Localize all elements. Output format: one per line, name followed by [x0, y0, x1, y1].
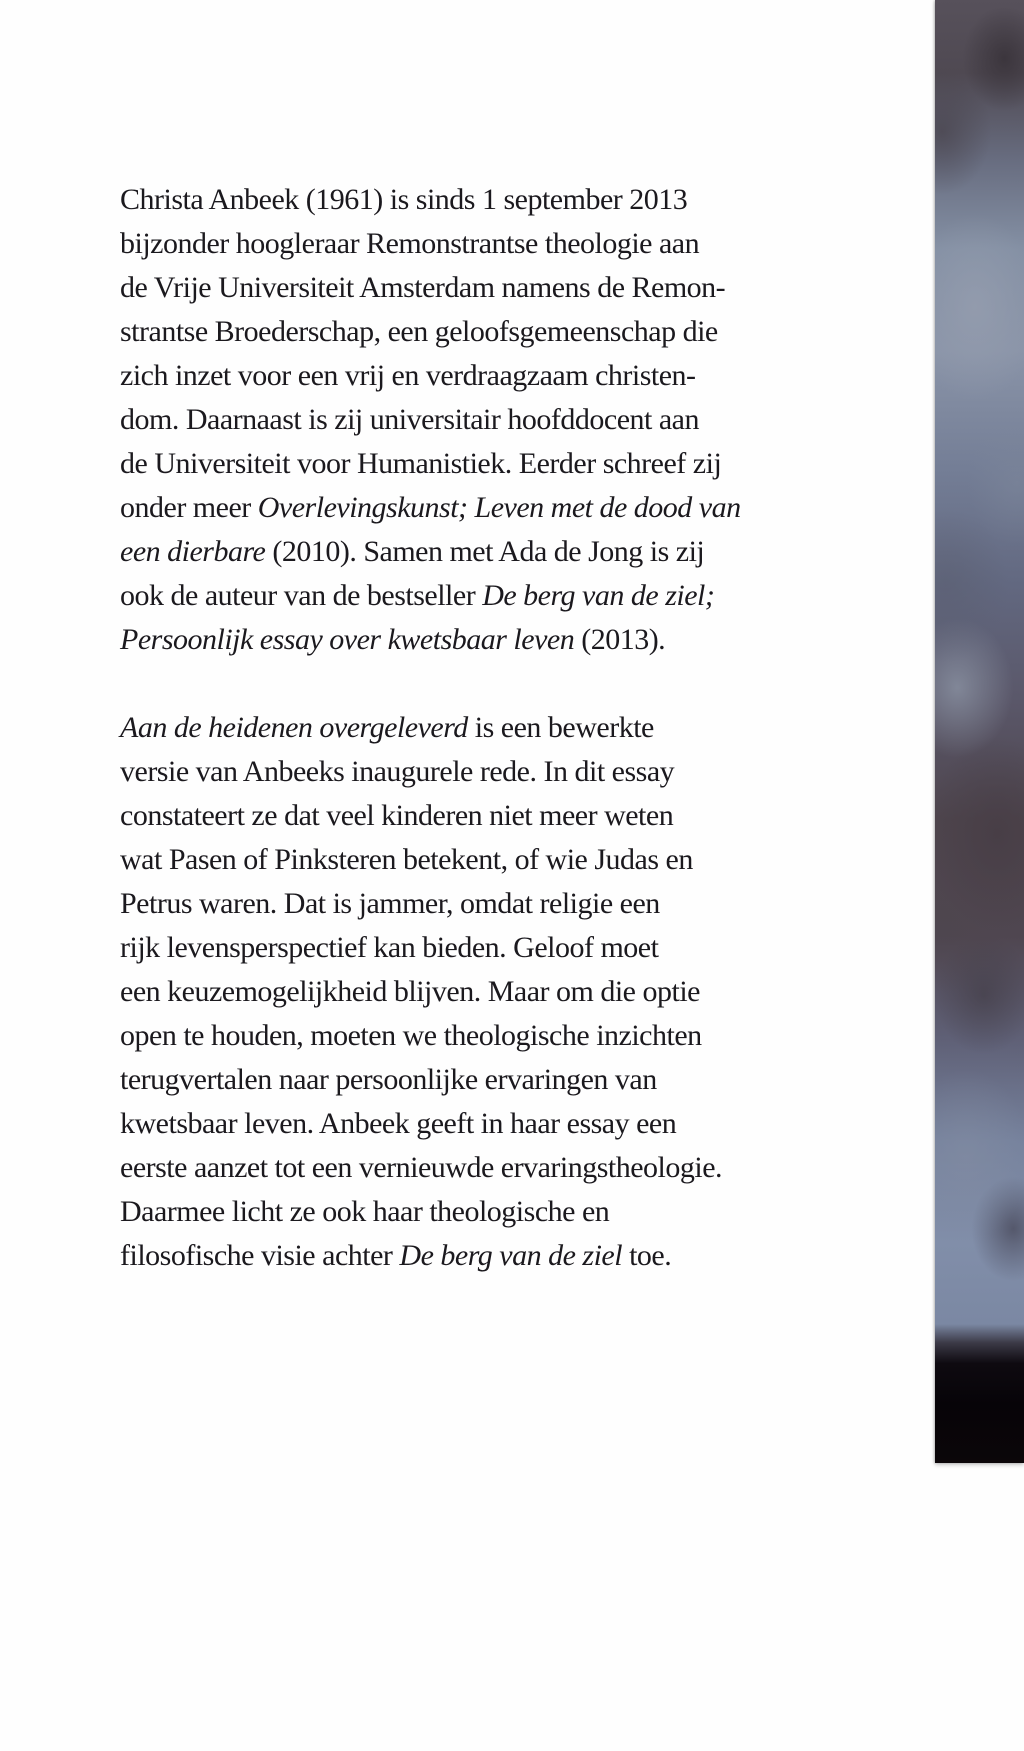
essay-description-paragraph: [120, 706, 840, 1278]
text-line: [120, 618, 840, 662]
text-line: [120, 442, 840, 486]
text-line: [120, 486, 840, 530]
text-line: [120, 1014, 840, 1058]
text-line: [120, 838, 840, 882]
text-segment: onder meer: [120, 491, 258, 524]
text-segment: de Universiteit voor Humanistiek. Eerder schreef zij: [120, 447, 722, 480]
text-segment: constateert ze dat veel kinderen niet meer weten: [120, 799, 674, 832]
text-line: [120, 310, 840, 354]
text-segment: dom. Daarnaast is zij universitair hoofddocent aan: [120, 403, 699, 436]
text-line: [120, 398, 840, 442]
text-segment: Daarmee licht ze ook haar theologische en: [120, 1195, 610, 1228]
text-segment: Christa Anbeek (1961) is sinds 1 september 2013: [120, 183, 688, 216]
text-line: [120, 750, 840, 794]
text-segment: toe.: [622, 1239, 672, 1272]
book-title-italic: Aan de heidenen overgeleverd: [120, 711, 468, 744]
text-segment: strantse Broederschap, een geloofsgemeenschap die: [120, 315, 718, 348]
text-segment: versie van Anbeeks inaugurele rede. In dit essay: [120, 755, 675, 788]
text-line: [120, 1102, 840, 1146]
text-segment: zich inzet voor een vrij en verdraagzaam christen-: [120, 359, 696, 392]
text-line: [120, 926, 840, 970]
text-segment: een keuzemogelijkheid blijven. Maar om die optie: [120, 975, 700, 1008]
text-line: [120, 882, 840, 926]
text-segment: de Vrije Universiteit Amsterdam namens de Remon-: [120, 271, 726, 304]
text-line: [120, 706, 840, 750]
book-title-italic: Overlevingskunst; Leven met de dood van: [257, 491, 741, 524]
text-line: [120, 222, 840, 266]
text-segment: ook de auteur van de bestseller: [120, 579, 483, 612]
text-line: [120, 970, 840, 1014]
book-title-italic: een dierbare: [120, 535, 266, 568]
text-segment: rijk levensperspectief kan bieden. Geloof moet: [120, 931, 659, 964]
book-title-italic: Persoonlijk essay over kwetsbaar leven: [120, 623, 575, 656]
text-line: [120, 178, 840, 222]
text-segment: Petrus waren. Dat is jammer, omdat religie een: [120, 887, 660, 920]
text-line: [120, 1146, 840, 1190]
text-line: [120, 530, 840, 574]
text-line: [120, 1190, 840, 1234]
text-segment: (2013).: [574, 623, 666, 656]
blurb-text-block: [120, 178, 840, 1278]
book-title-italic: De berg van de ziel: [399, 1239, 623, 1272]
text-line: [120, 1058, 840, 1102]
text-segment: is een bewerkte: [467, 711, 654, 744]
text-line: [120, 1234, 840, 1278]
text-line: [120, 354, 840, 398]
text-segment: terugvertalen naar persoonlijke ervaringen van: [120, 1063, 657, 1096]
book-title-italic: De berg van de ziel;: [482, 579, 715, 612]
text-segment: wat Pasen of Pinksteren betekent, of wie Judas en: [120, 843, 693, 876]
text-segment: eerste aanzet tot een vernieuwde ervaringstheologie.: [120, 1151, 723, 1184]
text-line: [120, 574, 840, 618]
text-segment: (2010). Samen met Ada de Jong is zij: [265, 535, 705, 568]
cover-photo-strip: [935, 0, 1024, 1463]
author-bio-paragraph: [120, 178, 840, 662]
text-segment: kwetsbaar leven. Anbeek geeft in haar essay een: [120, 1107, 677, 1140]
text-line: [120, 266, 840, 310]
text-segment: open te houden, moeten we theologische inzichten: [120, 1019, 702, 1052]
text-segment: bijzonder hoogleraar Remonstrantse theologie aan: [120, 227, 700, 260]
text-line: [120, 794, 840, 838]
text-segment: filosofische visie achter: [120, 1239, 400, 1272]
